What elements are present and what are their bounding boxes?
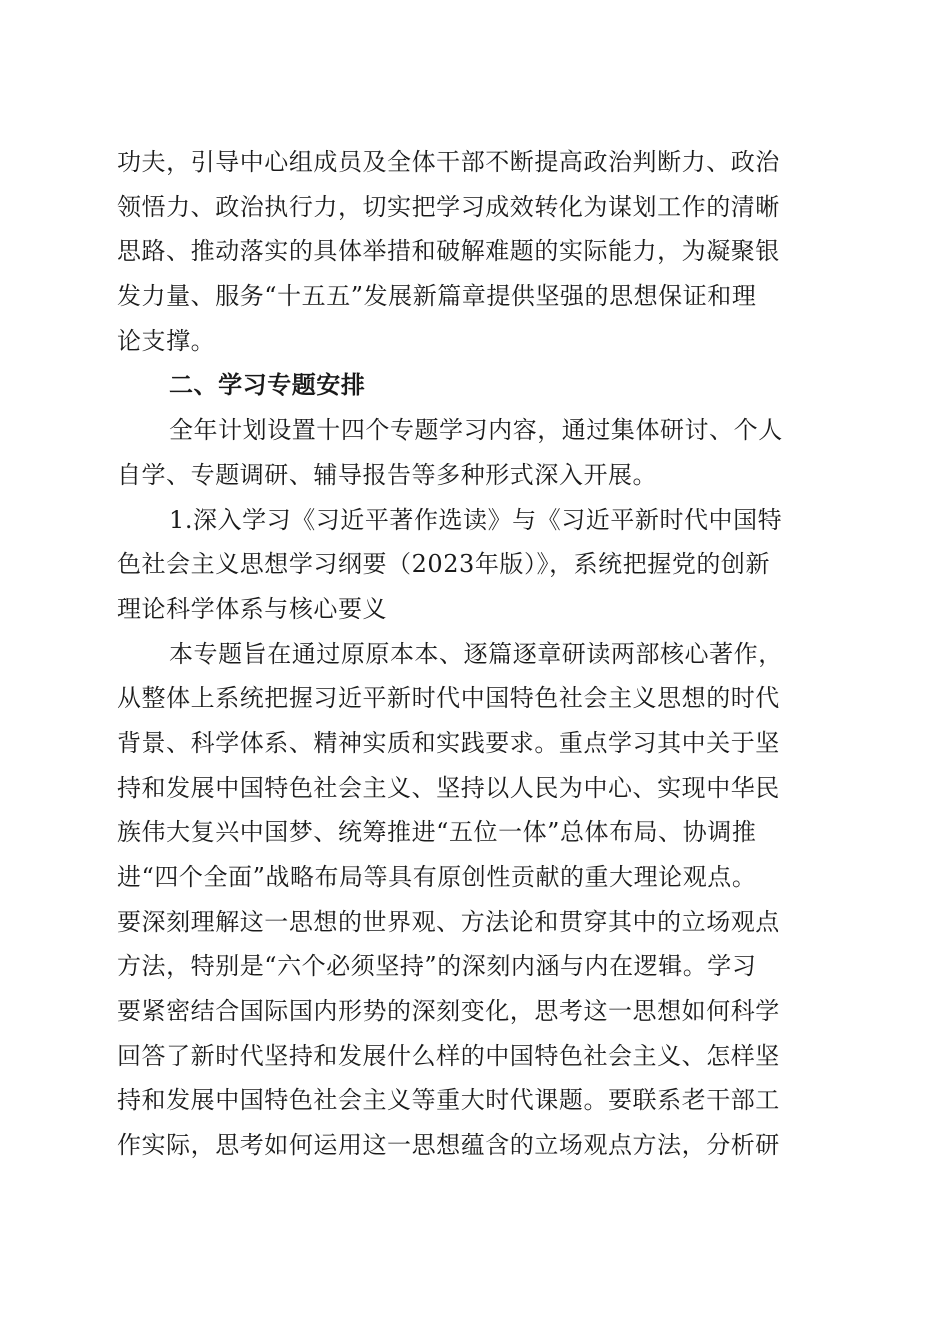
paragraph-line: 领悟力、政治执行力，切实把学习成效转化为谋划工作的清晰 [117,192,780,221]
paragraph-line: 背景、科学体系、精神实质和实践要求。重点学习其中关于坚 [117,728,780,757]
paragraph-line: 持和发展中国特色社会主义、坚持以人民为中心、实现中华民 [117,773,780,802]
subtopic-title-line: 1.深入学习《习近平著作选读》与《习近平新时代中国特 [169,505,783,534]
paragraph-line: 要深刻理解这一思想的世界观、方法论和贯穿其中的立场观点 [117,907,780,936]
section-heading: 二、学习专题安排 [169,371,366,400]
subtopic-title-line: 理论科学体系与核心要义 [117,594,388,623]
paragraph-line: 方法，特别是“六个必须坚持”的深刻内涵与内在逻辑。学习 [117,952,757,981]
paragraph-line: 自学、专题调研、辅导报告等多种形式深入开展。 [117,460,658,489]
paragraph-line: 功夫，引导中心组成员及全体干部不断提高政治判断力、政治 [117,148,780,176]
paragraph-line: 思路、推动落实的具体举措和破解难题的实际能力，为凝聚银 [117,237,780,266]
paragraph-line: 持和发展中国特色社会主义等重大时代课题。要联系老干部工 [117,1086,780,1115]
paragraph-line: 作实际，思考如何运用这一思想蕴含的立场观点方法，分析研 [117,1131,780,1160]
paragraph-line: 本专题旨在通过原原本本、逐篇逐章研读两部核心著作， [169,639,783,668]
paragraph-line: 发力量、服务“十五五”发展新篇章提供坚强的思想保证和理 [117,282,757,311]
paragraph-line: 论支撑。 [117,326,216,355]
document-body [117,140,827,1168]
paragraph-line: 从整体上系统把握习近平新时代中国特色社会主义思想的时代 [117,684,780,713]
paragraph-line: 回答了新时代坚持和发展什么样的中国特色社会主义、怎样坚 [117,1041,780,1070]
paragraph-line: 族伟大复兴中国梦、统筹推进“五位一体”总体布局、协调推 [117,818,757,847]
paragraph-line: 全年计划设置十四个专题学习内容，通过集体研讨、个人 [169,416,783,445]
subtopic-title-line: 色社会主义思想学习纲要（2023年版）》，系统把握党的创新 [117,550,771,579]
paragraph-line: 要紧密结合国际国内形势的深刻变化，思考这一思想如何科学 [117,997,780,1026]
paragraph-line: 进“四个全面”战略布局等具有原创性贡献的重大理论观点。 [117,863,757,891]
